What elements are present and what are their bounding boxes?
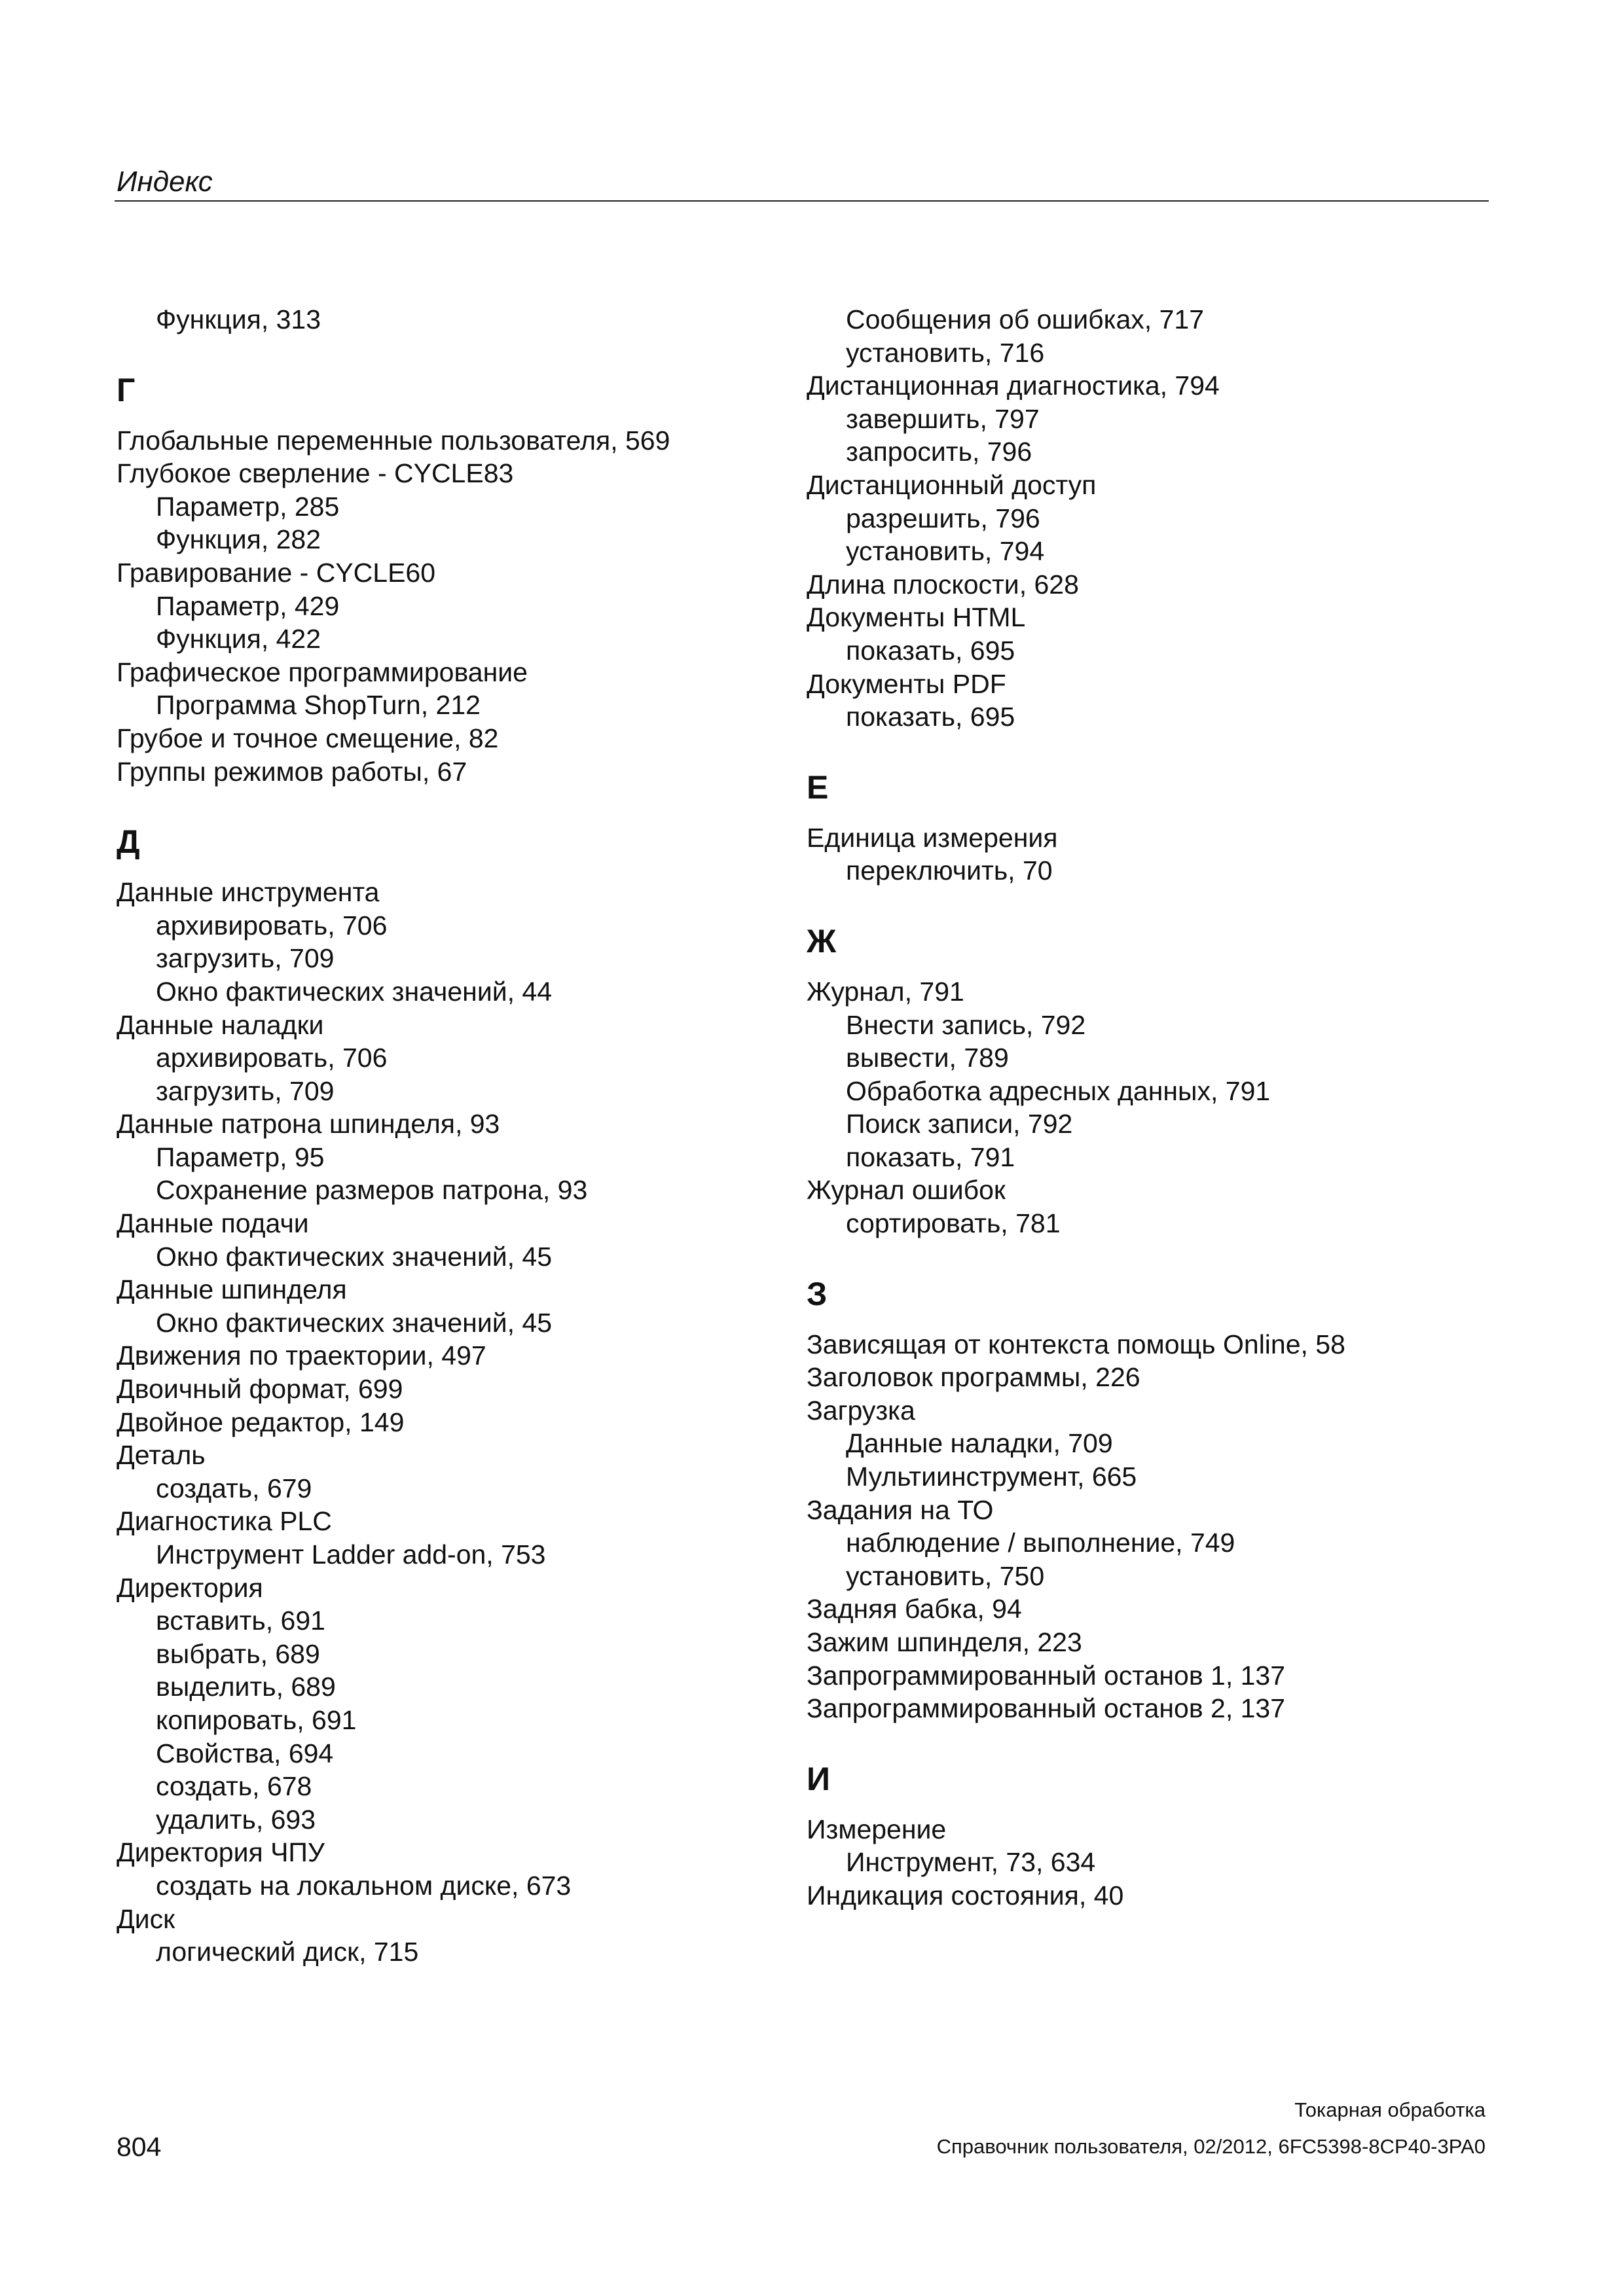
index-entry: Задания на ТО [807,1494,994,1525]
index-subentry: запросить, 796 [846,437,1032,467]
index-subentry: выделить, 689 [156,1672,336,1702]
index-subentry: Сохранение размеров патрона, 93 [156,1175,588,1206]
index-subentry: загрузить, 709 [156,1075,335,1106]
index-entry: Запрограммированный останов 1, 137 [807,1660,1286,1691]
index-entry: Заголовок программы, 226 [807,1362,1140,1393]
index-entry: Данные патрона шпинделя, 93 [117,1109,500,1139]
index-entry: Грубое и точное смещение, 82 [117,723,499,753]
index-subentry: показать, 791 [846,1141,1015,1172]
index-subentry: показать, 695 [846,635,1015,666]
section-letter: З [807,1275,828,1312]
index-subentry: Функция, 313 [156,304,321,334]
section-letter: Г [117,371,136,408]
index-subentry: вывести, 789 [846,1043,1009,1073]
index-subentry: Инструмент, 73, 634 [846,1847,1096,1878]
index-entry: Журнал, 791 [807,976,964,1007]
index-subentry: выбрать, 689 [156,1638,320,1669]
index-subentry: копировать, 691 [156,1704,357,1735]
index-entry: Единица измерения [807,822,1058,853]
index-subentry: показать, 695 [846,702,1015,732]
index-entry: Документы PDF [807,668,1006,699]
index-subentry: Окно фактических значений, 45 [156,1307,553,1338]
index-subentry: Параметр, 285 [156,491,340,522]
index-entry: Измерение [807,1814,947,1844]
index-subentry: Мультиинструмент, 665 [846,1462,1137,1492]
footer-product-name: Токарная обработка [1294,2098,1486,2121]
index-subentry: логический диск, 715 [156,1937,419,1967]
index-subentry: Внести запись, 792 [846,1009,1086,1040]
index-entry: Загрузка [807,1395,915,1426]
index-entry: Запрограммированный останов 2, 137 [807,1693,1286,1724]
index-subentry: удалить, 693 [156,1804,316,1835]
index-subentry: создать, 678 [156,1771,312,1802]
index-subentry: Инструмент Ladder add-on, 753 [156,1539,546,1570]
index-subentry: Функция, 282 [156,524,321,555]
index-entry: Данные наладки [117,1009,324,1040]
index-subentry: Параметр, 95 [156,1141,325,1172]
index-entry: Индикация состояния, 40 [807,1880,1124,1910]
section-letter: Ж [807,922,837,960]
index-entry: Группы режимов работы, 67 [117,756,467,787]
page-header-title: Индекс [117,166,213,198]
index-entry: Документы HTML [807,602,1026,633]
index-entry: Данные подачи [117,1208,309,1239]
section-letter: Д [117,823,140,861]
section-letter: И [807,1760,830,1797]
index-subentry: Обработка адресных данных, 791 [846,1075,1271,1106]
index-entry: Директория [117,1572,263,1603]
index-subentry: Параметр, 429 [156,590,340,621]
footer-manual-reference: Справочник пользователя, 02/2012, 6FC5398-8CP40-3PA0 [936,2135,1486,2158]
index-entry: Дистанционная диагностика, 794 [807,370,1220,401]
header-divider [115,200,1489,202]
index-entry: Глобальные переменные пользователя, 569 [117,425,670,456]
index-subentry: разрешить, 796 [846,503,1040,533]
index-subentry: сортировать, 781 [846,1208,1061,1239]
index-entry: Данные инструмента [117,877,380,908]
index-subentry: Программа ShopTurn, 212 [156,690,481,721]
index-entry: Гравирование - CYCLE60 [117,557,436,588]
index-subentry: создать на локальном диске, 673 [156,1870,572,1901]
index-subentry: завершить, 797 [846,403,1040,434]
index-entry: Директория ЧПУ [117,1837,325,1868]
index-entry: Диск [117,1903,175,1934]
index-column-right [807,303,1494,1912]
index-subentry: наблюдение / выполнение, 749 [846,1528,1235,1558]
index-subentry: Функция, 422 [156,624,321,655]
section-letter: Е [807,768,829,806]
index-entry: Двоичный формат, 699 [117,1374,403,1405]
index-subentry: Свойства, 694 [156,1738,334,1768]
index-subentry: Окно фактических значений, 45 [156,1241,553,1272]
index-subentry: вставить, 691 [156,1605,325,1636]
index-entry: Деталь [117,1440,206,1471]
index-entry: Дистанционный доступ [807,469,1097,500]
index-entry: Графическое программирование [117,656,528,687]
index-entry: Длина плоскости, 628 [807,569,1079,600]
index-subentry: Поиск записи, 792 [846,1109,1073,1139]
index-subentry: Данные наладки, 709 [846,1428,1113,1459]
index-subentry: архивировать, 706 [156,1043,388,1073]
index-subentry: установить, 750 [846,1560,1045,1591]
index-subentry: создать, 679 [156,1473,312,1503]
page-number: 804 [117,2132,162,2162]
index-entry: Глубокое сверление - CYCLE83 [117,458,514,489]
index-subentry: архивировать, 706 [156,910,388,941]
index-subentry: Окно фактических значений, 44 [156,976,553,1007]
index-subentry: Сообщения об ошибках, 717 [846,304,1204,334]
index-entry: Зависящая от контекста помощь Online, 58 [807,1329,1345,1359]
index-entry: Двойное редактор, 149 [117,1407,405,1437]
index-subentry: загрузить, 709 [156,943,335,974]
index-entry: Зажим шпинделя, 223 [807,1627,1082,1657]
index-entry: Задняя бабка, 94 [807,1594,1022,1624]
index-subentry: переключить, 70 [846,855,1053,886]
index-entry: Журнал ошибок [807,1175,1006,1206]
index-entry: Диагностика PLC [117,1506,332,1537]
index-subentry: установить, 716 [846,337,1045,368]
index-subentry: установить, 794 [846,536,1045,567]
index-column-left [117,303,804,1969]
index-entry: Данные шпинделя [117,1274,347,1305]
index-entry: Движения по траектории, 497 [117,1340,486,1371]
